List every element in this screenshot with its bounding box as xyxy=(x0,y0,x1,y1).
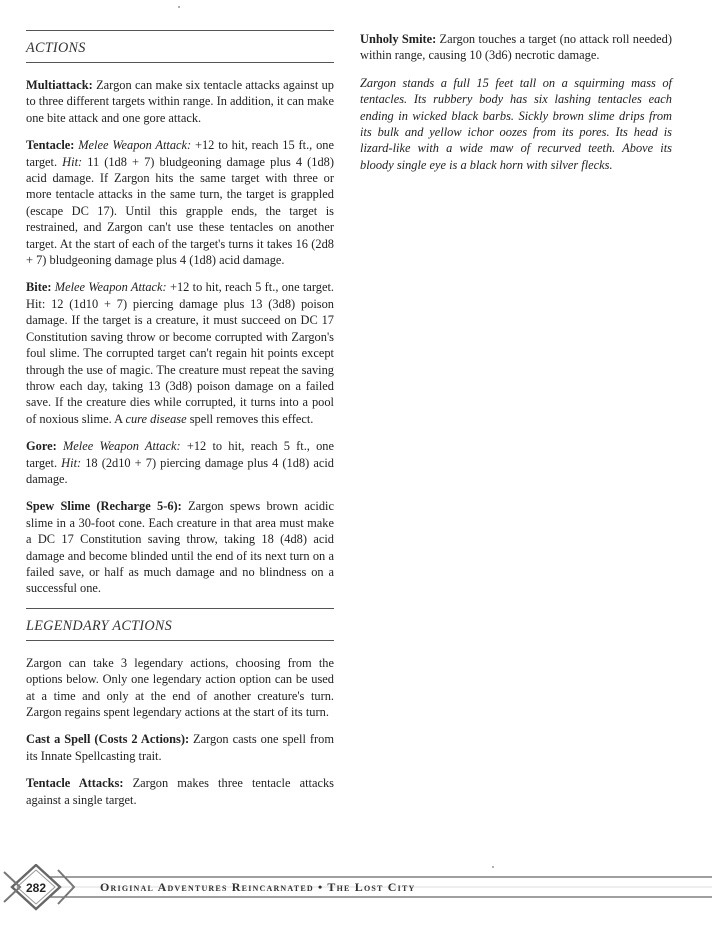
entry-text: +12 to hit, reach 15 ft., one target. xyxy=(26,138,334,169)
page-number: 282 xyxy=(26,881,47,895)
entry-text: 11 (1d8 + 7) bludgeoning damage plus 4 (1d8) acid damage. If Zargon hits the same target with three or more tentacle attacks in the same turn, the target is grappled (escape DC 17). Until this grapple ends, the target is restrained, and Zargon can't use these tentacles on another target. At the start of each of the target's turns it takes 16 (2d8 + 7) bludgeoning damage plus 4 (1d8) acid damage. xyxy=(26,154,334,268)
right-column xyxy=(360,31,672,173)
entry-text: Zargon can make six tentacle attacks against up to three different targets within range. In addition, it can make one bite attack and one gore attack. xyxy=(26,78,334,125)
print-speck xyxy=(178,6,180,8)
entry-name: Gore: xyxy=(26,439,57,454)
entry-name: Unholy Smite: xyxy=(360,32,437,46)
entry-text: Zargon casts one spell from its Innate Spellcasting trait. xyxy=(26,732,334,763)
entry-text: 18 (2d10 + 7) piercing damage plus 4 (1d8) acid damage. xyxy=(26,455,334,486)
bite-entry xyxy=(26,279,334,427)
entry-text: Zargon touches a target (no attack roll needed) within range, causing 10 (3d6) necrotic damage. xyxy=(360,32,672,63)
entry-name: Tentacle: xyxy=(26,138,75,153)
entry-text: +12 to hit, reach 5 ft., one target. xyxy=(26,439,334,470)
legendary-intro: Zargon can take 3 legendary actions, choosing from the options below. Only one legendary action option can be used at a time and only at the end of another creature's turn. Zargon regains spent legendary actions at the start of its turn. xyxy=(26,655,334,719)
entry-name: Multiattack: xyxy=(26,78,93,92)
legendary-actions-heading: LEGENDARY ACTIONS xyxy=(26,608,334,641)
spew-slime-entry xyxy=(26,498,334,596)
page-footer xyxy=(0,864,720,912)
attack-type: Melee Weapon Attack: xyxy=(62,439,181,454)
entry-name: Spew Slime (Recharge 5-6): xyxy=(26,499,182,514)
entry-text: Zargon spews brown acidic slime in a 30-foot cone. Each creature in that area must make a DC 17 Constitution saving throw, taking 18 (4d8) acid damage and become blinded until the end of its next turn on a failed save, or half as much damage and no blindness on a successful one. xyxy=(26,499,334,596)
hit-label: Hit: xyxy=(62,154,83,169)
entry-text: +12 to hit, reach 5 ft., one target. Hit: 12 (1d10 + 7) piercing damage plus 13 (3d8) poison damage. If the target is a creature, it must succeed on DC 17 Constitution saving throw or become corrupted with Zargon's foul slime. The corrupted target can't regain hit points except through the use of magic. The creature must repeat the saving throw each day, taking 13 (3d8) poison damage on a failed save. If the creature dies while corrupted, it turns into a pool of noxious slime. A xyxy=(26,280,334,426)
entry-name: Cast a Spell (Costs 2 Actions): xyxy=(26,732,190,747)
entry-text: Zargon makes three tentacle attacks against a single target. xyxy=(26,776,334,807)
flavor-text: Zargon stands a full 15 feet tall on a squirming mass of tentacles. Its rubbery body has six lashing tentacles each ending in wicked black barbs. Sickly brown slime drips from its bulk and yellow ichor oozes from its pores. Its head is lizard-like with a wide maw of recurved teeth. Above its bloody single eye is a black horn with silver flecks. xyxy=(360,75,672,172)
tentacle-attacks-entry xyxy=(26,775,334,808)
tentacle-entry xyxy=(26,137,334,268)
print-speck xyxy=(492,866,494,868)
unholy-smite-entry xyxy=(360,31,672,64)
attack-type: Melee Weapon Attack: xyxy=(54,280,167,295)
entry-name: Tentacle Attacks: xyxy=(26,776,124,791)
actions-heading: ACTIONS xyxy=(26,30,334,63)
gore-entry xyxy=(26,438,334,487)
running-title: Original Adventures Reincarnated • The Lost City xyxy=(100,880,416,894)
spell-name: cure disease xyxy=(125,411,187,426)
entry-text: spell removes this effect. xyxy=(186,411,314,426)
left-column xyxy=(26,30,334,819)
hit-label: Hit: xyxy=(61,455,82,470)
cast-spell-entry xyxy=(26,731,334,764)
attack-type: Melee Weapon Attack: xyxy=(78,138,192,153)
multiattack-entry xyxy=(26,77,334,126)
entry-name: Bite: xyxy=(26,280,52,295)
